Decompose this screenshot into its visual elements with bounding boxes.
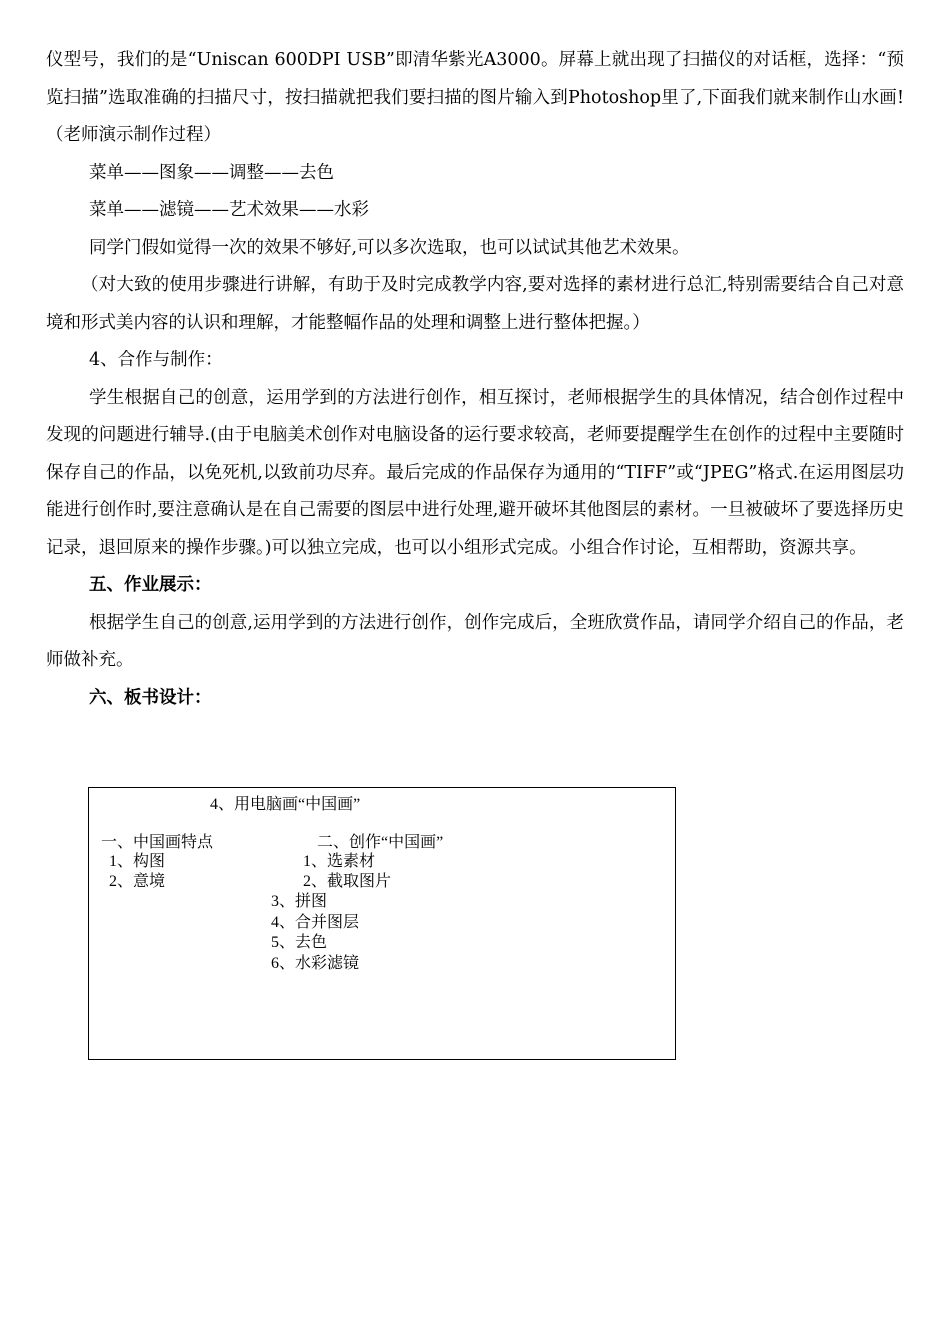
heading-cooperation: 4、合作与制作： bbox=[89, 350, 223, 370]
board-right-item: 3、拼图 bbox=[271, 893, 328, 910]
heading-homework-display: 五、作业展示： bbox=[89, 575, 212, 595]
menu-step-watercolor: 菜单——滤镜——艺术效果——水彩 bbox=[89, 200, 369, 220]
board-right-item: 2、截取图片 bbox=[303, 873, 392, 890]
board-right-heading: 二、创作“中国画” bbox=[317, 834, 444, 851]
board-left-item: 2、意境 bbox=[109, 873, 166, 890]
paragraph-scanner: 仪型号，我们的是“Uniscan 600DPI USB”即清华紫光A3000。屏幕上就出现了扫描仪的对话框，选择：“预览扫描”选取准确的扫描尺寸，按扫描就把我们要扫描的图片输入到Photoshop里了,下面我们就来制作山水画!（老师演示制作过程） bbox=[46, 50, 904, 145]
board-right-item: 5、去色 bbox=[271, 934, 328, 951]
board-title: 4、用电脑画“中国画” bbox=[210, 796, 361, 813]
paragraph-explanation: （对大致的使用步骤进行讲解，有助于及时完成教学内容,要对选择的素材进行总汇,特别需要结合自己对意境和形式美内容的认识和理解，才能整幅作品的处理和调整上进行整体把握。） bbox=[46, 275, 904, 333]
heading-board-design: 六、板书设计： bbox=[89, 687, 212, 708]
paragraph-creation: 学生根据自己的创意，运用学到的方法进行创作，相互探讨，老师根据学生的具体情况，结合创作过程中发现的问题进行辅导.(由于电脑美术创作对电脑设备的运行要求较高，老师要提醒学生在创作的过程中主要随时保存自己的作品，以免死机,以致前功尽弃。最后完成的作品保存为通用的“TIFF”或“JPEG”格式.在运用图层功能进行创作时,要注意确认是在自己需要的图层中进行处理,避开破坏其他图层的素材。一旦被破坏了要选择历史记录，退回原来的操作步骤。)可以独立完成，也可以小组形式完成。小组合作讨论，互相帮助，资源共享。 bbox=[46, 387, 904, 558]
blackboard-design-box bbox=[88, 787, 676, 1060]
board-right-item: 4、合并图层 bbox=[271, 914, 360, 931]
body-text bbox=[46, 42, 904, 717]
paragraph-retry: 同学门假如觉得一次的效果不够好,可以多次选取，也可以试试其他艺术效果。 bbox=[89, 237, 690, 258]
board-left-heading: 一、中国画特点 bbox=[101, 834, 214, 851]
board-left-item: 1、构图 bbox=[109, 853, 166, 870]
board-right-item: 1、选素材 bbox=[303, 853, 376, 870]
menu-step-desaturate: 菜单——图象——调整——去色 bbox=[89, 162, 334, 183]
paragraph-display: 根据学生自己的创意,运用学到的方法进行创作，创作完成后，全班欣赏作品，请同学介绍自己的作品，老师做补充。 bbox=[46, 612, 904, 670]
board-right-item: 6、水彩滤镜 bbox=[271, 955, 360, 972]
